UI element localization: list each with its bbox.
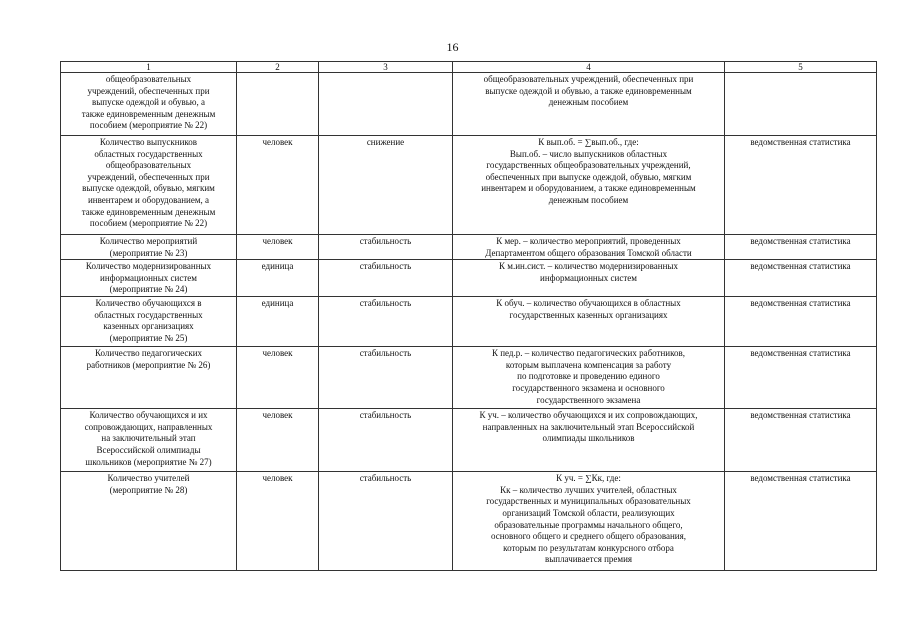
indicator-name-cell: Количество обучающихся и их сопровождающих, направленных на заключительный этап Всероссийской олимпиады школьников (мероприятие № 27) [61, 409, 237, 472]
table-row [61, 347, 877, 409]
page-number: 16 [446, 40, 459, 54]
indicator-name-cell: Количество выпускников областных государственных общеобразовательных учреждений, обеспеченных при выпуске одеждой, обувью, мягким инвентарем и оборудованием, а также единовременным денежным пособием (мероприятие № 22) [61, 136, 237, 235]
formula-cell: общеобразовательных учреждений, обеспеченных при выпуске одеждой и обувью, а также единовременным денежным пособием [453, 73, 725, 136]
source-cell: ведомственная статистика [725, 260, 877, 297]
unit-cell: единица [237, 260, 319, 297]
formula-cell: К уч. – количество обучающихся и их сопровождающих, направленных на заключительный этап Всероссийской олимпиады школьников [453, 409, 725, 472]
column-header: 5 [725, 62, 877, 73]
table-row [61, 297, 877, 347]
table-row [61, 136, 877, 235]
indicator-name-cell: общеобразовательных учреждений, обеспеченных при выпуске одеждой и обувью, а также единовременным денежным пособием (мероприятие № 22) [61, 73, 237, 136]
unit-cell [237, 73, 319, 136]
trend-cell [319, 73, 453, 136]
formula-cell: К вып.об. = ∑вып.об., где: Вып.об. – число выпускников областных государственных общеобразовательных учреждений, обеспеченных при выпуске одеждой, обувью, мягким инвентарем и оборудованием, а также единовременным денежным пособием [453, 136, 725, 235]
trend-cell: стабильность [319, 260, 453, 297]
trend-cell: снижение [319, 136, 453, 235]
unit-cell: человек [237, 235, 319, 260]
unit-cell: человек [237, 347, 319, 409]
table-row [61, 235, 877, 260]
source-cell: ведомственная статистика [725, 409, 877, 472]
table-row [61, 409, 877, 472]
trend-cell: стабильность [319, 347, 453, 409]
formula-cell: К уч. = ∑Кк, где: Кк – количество лучших учителей, областных государственных и муниципальных образовательных организаций Томской области, реализующих образовательные программы начального общего, основного общего и среднего общего образования, которым по результатам конкурсного отбора выплачивается премия [453, 472, 725, 571]
indicators-table [60, 61, 877, 571]
formula-cell: К обуч. – количество обучающихся в областных государственных казенных организациях [453, 297, 725, 347]
source-cell: ведомственная статистика [725, 347, 877, 409]
source-cell: ведомственная статистика [725, 235, 877, 260]
source-cell [725, 73, 877, 136]
unit-cell: человек [237, 409, 319, 472]
indicator-name-cell: Количество педагогических работников (мероприятие № 26) [61, 347, 237, 409]
formula-cell: К пед.р. – количество педагогических работников, которым выплачена компенсация за работу по подготовке и проведению единого государственного экзамена и основного государственного экзамена [453, 347, 725, 409]
source-cell: ведомственная статистика [725, 297, 877, 347]
source-cell: ведомственная статистика [725, 472, 877, 571]
table-header-row [61, 62, 877, 73]
table-row [61, 472, 877, 571]
trend-cell: стабильность [319, 235, 453, 260]
indicator-name-cell: Количество модернизированных информационных систем (мероприятие № 24) [61, 260, 237, 297]
column-header: 1 [61, 62, 237, 73]
column-header: 2 [237, 62, 319, 73]
trend-cell: стабильность [319, 409, 453, 472]
table-row [61, 260, 877, 297]
formula-cell: К м.ин.сист. – количество модернизированных информационных систем [453, 260, 725, 297]
unit-cell: единица [237, 297, 319, 347]
column-header: 4 [453, 62, 725, 73]
unit-cell: человек [237, 472, 319, 571]
table-row [61, 73, 877, 136]
trend-cell: стабильность [319, 297, 453, 347]
indicator-name-cell: Количество учителей (мероприятие № 28) [61, 472, 237, 571]
indicator-name-cell: Количество обучающихся в областных государственных казенных организациях (мероприятие № 25) [61, 297, 237, 347]
indicator-name-cell: Количество мероприятий (мероприятие № 23) [61, 235, 237, 260]
column-header: 3 [319, 62, 453, 73]
unit-cell: человек [237, 136, 319, 235]
trend-cell: стабильность [319, 472, 453, 571]
formula-cell: К мер. – количество мероприятий, проведенных Департаментом общего образования Томской области [453, 235, 725, 260]
source-cell: ведомственная статистика [725, 136, 877, 235]
